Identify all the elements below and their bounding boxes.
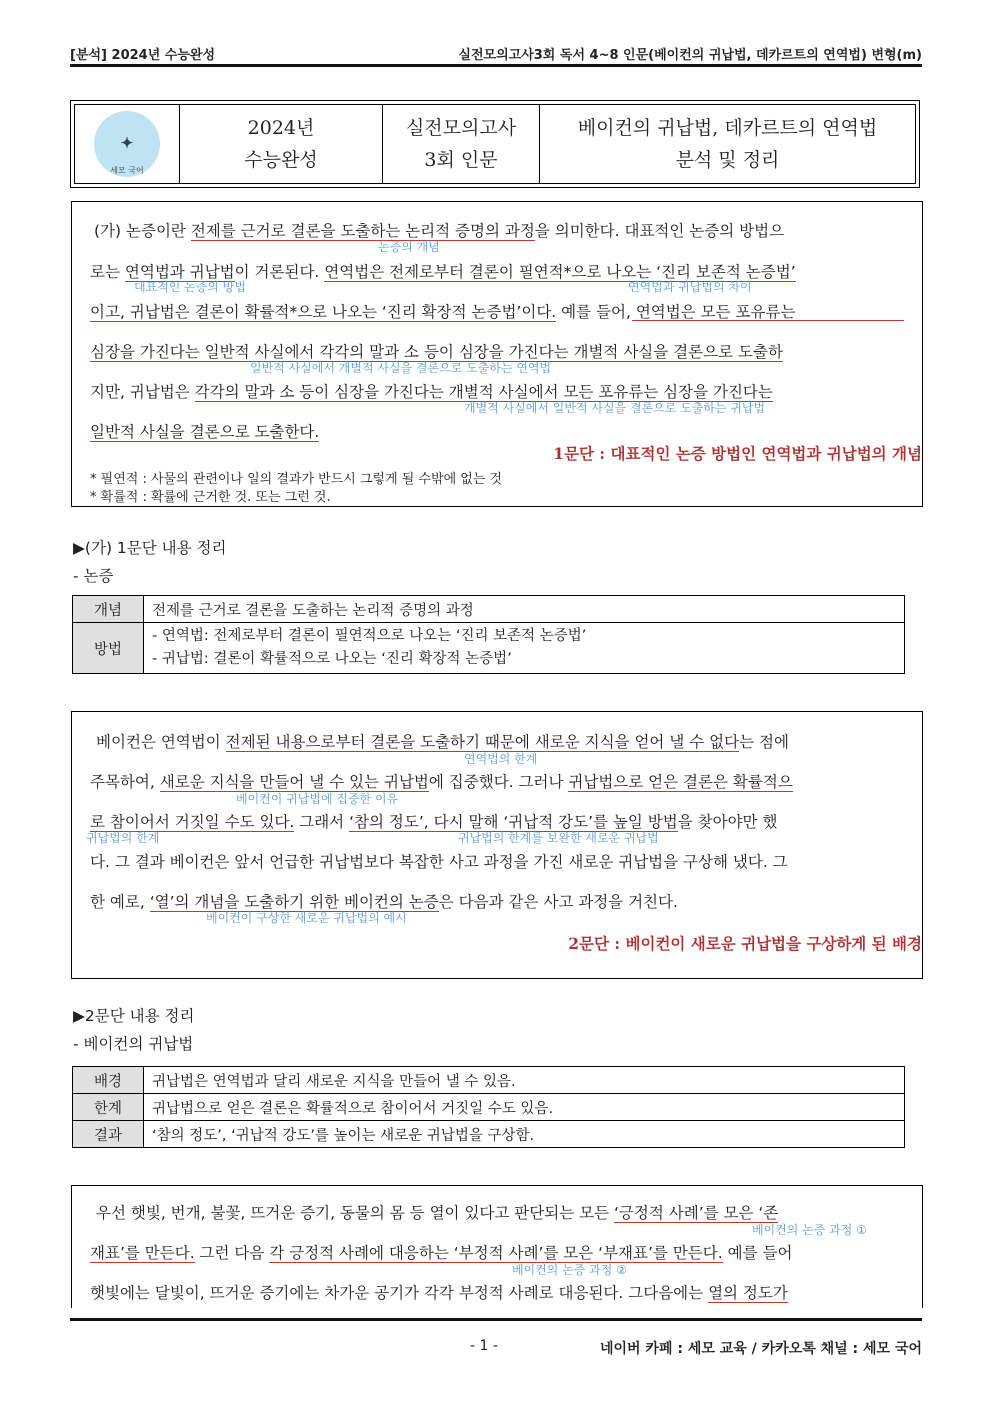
p1-line-3: 이고, 귀납법은 결론이 확률적*으로 나오는 ‘진리 확장적 논증법’이다. 예를 들어, 연역법은 모든 포유류는 [90, 303, 796, 321]
footer-rule [70, 1318, 922, 1321]
p3-note-1: 베이컨의 논증 과정 ① [752, 1223, 867, 1237]
p1-line-4: 심장을 가진다는 일반적 사실에서 각각의 말과 소 등이 심장을 가진다는 개별적 사실을 결론으로 도출하 [90, 343, 783, 361]
p3-note-2: 베이컨의 논증 과정 ② [512, 1263, 627, 1277]
title-box [70, 100, 920, 188]
table-key: 결과 [73, 1121, 144, 1148]
p2-note-5: 베이컨이 구상한 새로운 귀납법의 예시 [206, 911, 407, 925]
s2-table [72, 1066, 905, 1148]
s1-sub: - 논증 [73, 567, 114, 585]
p3-line-3: 햇빛에는 달빛이, 뜨거운 증기에는 차가운 공기가 각각 부정적 사례로 대응된다. 그다음에는 열의 정도가 [90, 1284, 788, 1302]
table-row [73, 623, 905, 674]
p2-summary: 2문단 : 베이컨이 새로운 귀납법을 구상하게 된 배경 [568, 934, 922, 953]
table-key: 방법 [73, 623, 144, 674]
s2-sub: - 베이컨의 귀납법 [73, 1035, 194, 1053]
s2-heading: ▶2문단 내용 정리 [73, 1007, 195, 1025]
logo-cell [75, 105, 180, 183]
table-row [73, 1094, 905, 1121]
table-key: 한계 [73, 1094, 144, 1121]
p2-line-5: 한 예로, ‘열’의 개념을 도출하기 위한 베이컨의 논증은 다음과 같은 사고 과정을 거친다. [90, 893, 678, 911]
p2-line-2: 주목하여, 새로운 지식을 만들어 낼 수 있는 귀납법에 집중했다. 그러나 귀납법으로 얻은 결론은 확률적으 [90, 773, 793, 791]
table-value [144, 623, 905, 674]
p1-note-2a: 대표적인 논증의 방법 [134, 280, 246, 294]
p2-note-2: 베이컨이 귀납법에 집중한 이유 [236, 792, 399, 806]
header-right: 실전모의고사3회 독서 4~8 인문(베이컨의 귀납법, 데카르트의 연역법) 변형(m) [458, 48, 922, 63]
title-topic: 베이컨의 귀납법, 데카르트의 연역법 [577, 117, 878, 139]
p2-note-3b: 귀납법의 한계를 보완한 새로운 귀납법 [458, 831, 659, 845]
p1-line-6: 일반적 사실을 결론으로 도출한다. [90, 423, 320, 441]
p1-line-2: 로는 연역법과 귀납법이 거론된다. 연역법은 전제로부터 결론이 필연적*으로 나오는 ‘진리 보존적 논증법’ [90, 263, 796, 281]
p1-note-5: 개별적 사실에서 일반적 사실을 결론으로 도출하는 귀납법 [464, 401, 766, 415]
table-key: 배경 [73, 1067, 144, 1094]
title-exam: 실전모의고사 [405, 117, 517, 139]
p3-line-1: 우선 햇빛, 번개, 불꽃, 뜨거운 증기, 동물의 몸 등 열이 있다고 판단되는 모든 ‘긍정적 사례’를 모은 ‘존 [96, 1204, 779, 1222]
title-subtitle: 분석 및 정리 [675, 149, 780, 171]
p1-def-1: * 필연적 : 사물의 관련이나 일의 결과가 반드시 그렇게 될 수밖에 없는 것 [90, 472, 503, 487]
table-row [73, 1067, 905, 1094]
table-row [73, 1121, 905, 1148]
p2-line-3: 로 참이어서 거짓일 수도 있다. 그래서 ‘참의 정도’, 다시 말해 ‘귀납적 강도’를 높일 방법을 찾아야만 했 [90, 813, 778, 831]
p2-note-3a: 귀납법의 한계 [86, 831, 160, 845]
paragraph-1-box [71, 201, 923, 507]
p1-underline-continue [632, 320, 904, 321]
logo-mark: ✦ [120, 134, 134, 152]
method-induction: - 귀납법: 결론이 확률적으로 나오는 ‘진리 확장적 논증법’ [152, 651, 512, 667]
p1-line-5: 지만, 귀납법은 각각의 말과 소 등이 심장을 가진다는 개별적 사실에서 모든 포유류는 심장을 가진다는 [90, 383, 773, 401]
logo-text: 세모 국어 [110, 166, 144, 175]
table-row [73, 596, 905, 623]
p2-line-1: 베이컨은 연역법이 전제된 내용으로부터 결론을 도출하기 때문에 새로운 지식을 얻어 낼 수 없다는 점에 [96, 733, 789, 751]
paragraph-2-box [71, 711, 923, 979]
table-value: 귀납법으로 얻은 결론은 확률적으로 참이어서 거짓일 수도 있음. [144, 1094, 905, 1121]
p1-note-4: 일반적 사실에서 개별적 사실을 결론으로 도출하는 연역법 [250, 361, 552, 375]
table-value: 전제를 근거로 결론을 도출하는 논리적 증명의 과정 [144, 596, 905, 623]
table-value: ‘참의 정도’, ‘귀납적 강도’를 높이는 새로운 귀납법을 구상함. [144, 1121, 905, 1148]
title-topic-cell [540, 105, 915, 183]
p3-line-2: 재표’를 만든다. 그런 다음 각 긍정적 사례에 대응하는 ‘부정적 사례’를 모은 ‘부재표’를 만든다. 예를 들어 [90, 1244, 793, 1262]
title-book: 수능완성 [244, 149, 318, 171]
title-round: 3회 인문 [424, 149, 498, 171]
header-left: [분석] 2024년 수능완성 [70, 48, 216, 63]
page-number: - 1 - [470, 1338, 498, 1354]
footer-contact: 네이버 카페 : 세모 교육 / 카카오톡 채널 : 세모 국어 [599, 1341, 922, 1357]
table-key: 개념 [73, 596, 144, 623]
p1-note-2b: 연역법과 귀납법의 차이 [628, 280, 752, 294]
semo-logo [94, 111, 160, 177]
p1-summary: 1문단 : 대표적인 논증 방법인 연역법과 귀납법의 개념 [553, 444, 922, 463]
p1-note-1: 논증의 개념 [378, 240, 440, 254]
p1-def-2: * 확률적 : 확률에 근거한 것. 또는 그런 것. [90, 490, 331, 505]
p2-line-4: 다. 그 결과 베이컨은 앞서 언급한 귀납법보다 복잡한 사고 과정을 가진 새로운 귀납법을 구상해 냈다. 그 [90, 853, 788, 871]
method-deduction: - 연역법: 전제로부터 결론이 필연적으로 나오는 ‘진리 보존적 논증법’ [152, 628, 587, 644]
title-exam-cell [383, 105, 540, 183]
p1-line-1: (가) 논증이란 전제를 근거로 결론을 도출하는 논리적 증명의 과정을 의미한다. 대표적인 논증의 방법으 [94, 222, 785, 240]
header-rule [70, 64, 922, 67]
p2-note-1: 연역법의 한계 [464, 752, 538, 766]
title-year-cell [180, 105, 383, 183]
table-value: 귀납법은 연역법과 달리 새로운 지식을 만들어 낼 수 있음. [144, 1067, 905, 1094]
title-year: 2024년 [247, 117, 315, 139]
s1-heading: ▶(가) 1문단 내용 정리 [73, 539, 227, 557]
s1-table [72, 595, 905, 674]
paragraph-3-box [71, 1185, 923, 1308]
